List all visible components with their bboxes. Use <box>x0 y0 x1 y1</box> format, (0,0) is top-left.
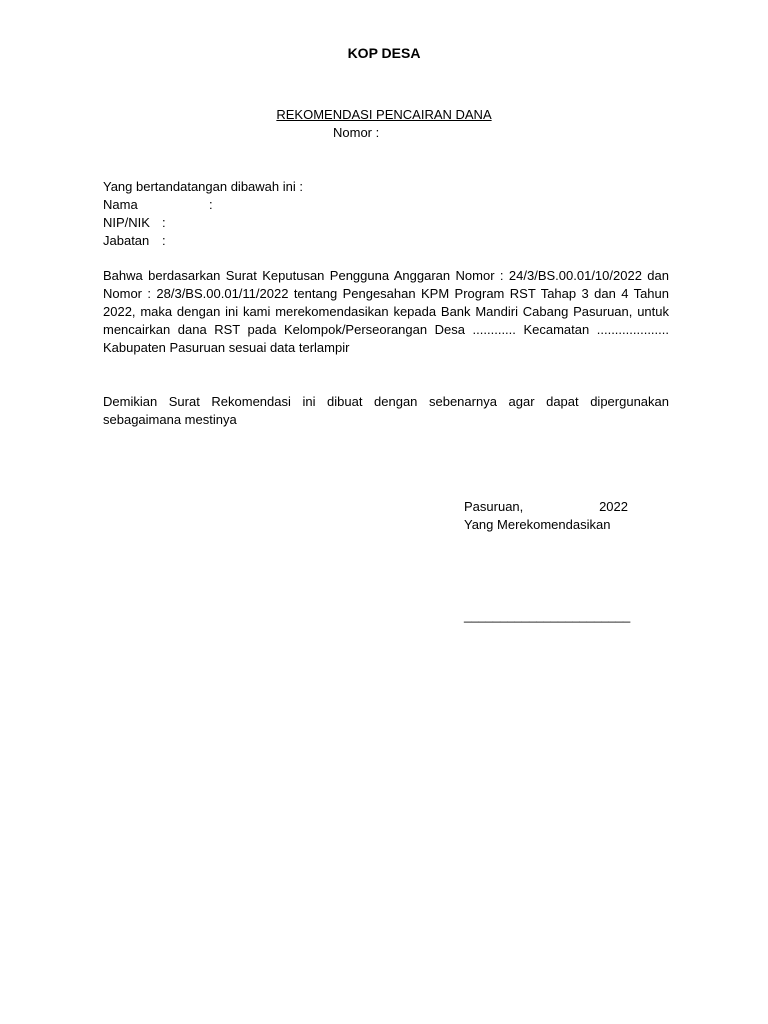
field-nip <box>103 214 166 232</box>
field-nip-label: NIP/NIK <box>103 215 150 230</box>
field-nama <box>103 196 213 214</box>
nomor-label: Nomor : <box>333 125 380 140</box>
field-jabatan-label: Jabatan <box>103 233 150 248</box>
signature-block <box>464 498 628 534</box>
signature-year: 2022 <box>599 499 628 514</box>
signature-date <box>464 498 628 516</box>
body-paragraph-2: Demikian Surat Rekomendasi ini dibuat dengan sebenarnya agar dapat dipergunakan sebagaimana mestinya <box>103 394 669 427</box>
field-jabatan <box>103 232 166 250</box>
signature-role: Yang Merekomendasikan <box>464 517 611 532</box>
field-nama-label: Nama <box>103 197 138 212</box>
field-nama-colon: : <box>209 197 213 212</box>
kop-desa-heading: KOP DESA <box>347 45 421 61</box>
signature-line: _______________________ <box>464 608 631 623</box>
field-nip-colon: : <box>162 215 166 230</box>
field-jabatan-colon: : <box>162 233 166 248</box>
letter-title: REKOMENDASI PENCAIRAN DANA <box>276 107 492 122</box>
intro-text: Yang bertandatangan dibawah ini : <box>103 179 303 194</box>
body-paragraph-1: Bahwa berdasarkan Surat Keputusan Pengguna Anggaran Nomor : 24/3/BS.00.01/10/2022 dan Nomor : 28/3/BS.00.01/11/2022 tentang Pengesahan KPM Program RST Tahap 3 dan 4 Tahun 2022, maka dengan ini kami merekomendasikan kepada Bank Mandiri Cabang Pasuruan, untuk mencairkan dana RST pada Kelompok/Perseorangan Desa ............ Kecamatan .................... Kabupaten Pasuruan sesuai data terlampir <box>103 268 669 355</box>
signature-place: Pasuruan, <box>464 499 524 514</box>
